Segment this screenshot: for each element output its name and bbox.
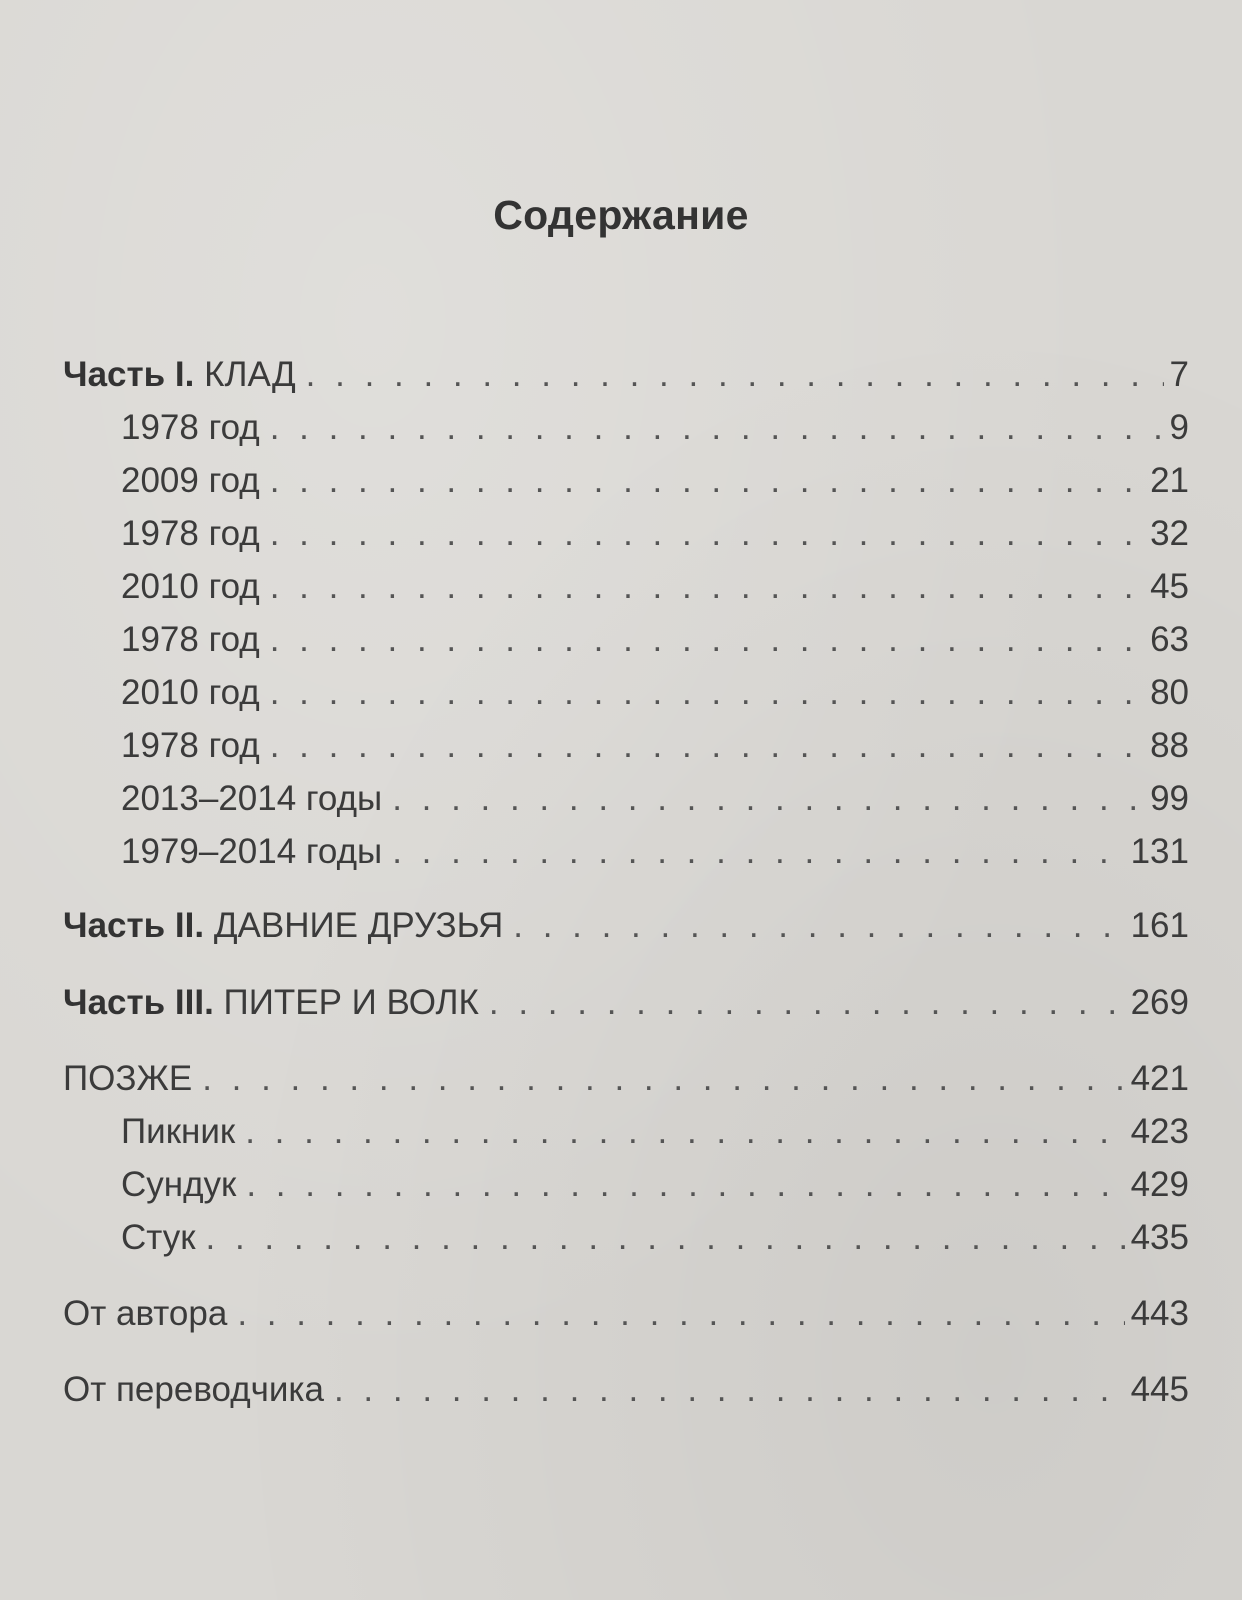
toc-entry bbox=[121, 566, 1189, 608]
toc-page-number: 435 bbox=[1130, 1218, 1189, 1257]
toc-entry-title: От автора bbox=[63, 1294, 228, 1333]
toc-entry-label bbox=[121, 831, 382, 873]
toc-page-number: 443 bbox=[1130, 1294, 1189, 1333]
dot-leader bbox=[489, 982, 1125, 1024]
toc-part-prefix: Часть I. bbox=[63, 355, 195, 394]
toc-page-number: 7 bbox=[1169, 355, 1189, 394]
dot-leader bbox=[270, 513, 1144, 555]
toc-entry bbox=[121, 778, 1189, 820]
toc-entry-title: ПИТЕР И ВОЛК bbox=[223, 983, 479, 1022]
toc-entry-label bbox=[121, 619, 260, 661]
dot-leader bbox=[392, 778, 1144, 820]
toc-page-number: 269 bbox=[1130, 983, 1189, 1022]
toc-entry-title: ДАВНИЕ ДРУЗЬЯ bbox=[213, 906, 504, 945]
toc-entry-label bbox=[121, 407, 260, 449]
toc-entry bbox=[63, 1058, 1189, 1100]
dot-leader bbox=[270, 407, 1164, 449]
toc-page-number: 88 bbox=[1150, 726, 1189, 765]
toc-entry bbox=[63, 354, 1189, 396]
toc-entry bbox=[121, 1217, 1189, 1259]
toc-entry-title: 2013–2014 годы bbox=[121, 779, 383, 818]
toc-page-number: 421 bbox=[1130, 1059, 1189, 1098]
toc-entry-title: 1978 год bbox=[121, 514, 260, 553]
toc-page-number: 99 bbox=[1150, 779, 1189, 818]
toc-entry-label bbox=[121, 566, 260, 608]
toc-entry-label bbox=[121, 1111, 235, 1153]
toc-part-prefix: Часть II. bbox=[63, 906, 205, 945]
dot-leader bbox=[334, 1369, 1125, 1411]
toc-entry-label bbox=[121, 513, 260, 555]
dot-leader bbox=[270, 566, 1144, 608]
toc-entry-label bbox=[121, 1217, 196, 1259]
toc-entry-title: Пикник bbox=[121, 1112, 236, 1151]
toc-entry bbox=[121, 460, 1189, 502]
toc-page-number: 32 bbox=[1150, 514, 1189, 553]
toc-entry-title: 2010 год bbox=[121, 567, 260, 606]
dot-leader bbox=[246, 1164, 1124, 1206]
toc-entry-label bbox=[63, 982, 479, 1024]
toc-entry-title: 2009 год bbox=[121, 461, 260, 500]
toc-page-number: 161 bbox=[1130, 906, 1189, 945]
toc-entry-label bbox=[121, 725, 260, 767]
toc-entry-label bbox=[121, 1164, 236, 1206]
toc-entry-title: От переводчика bbox=[63, 1370, 324, 1409]
toc-page-number: 80 bbox=[1150, 673, 1189, 712]
toc-entry-title: КЛАД bbox=[204, 355, 296, 394]
toc-entry bbox=[63, 1369, 1189, 1411]
toc-entry bbox=[63, 982, 1189, 1024]
toc-entry-title: 2010 год bbox=[121, 673, 260, 712]
toc-entry-title: 1978 год bbox=[121, 620, 260, 659]
toc-entry-title: ПОЗЖЕ bbox=[63, 1059, 193, 1098]
toc-entry-label bbox=[63, 1058, 192, 1100]
toc-entry bbox=[121, 1164, 1189, 1206]
toc-page-number: 45 bbox=[1150, 567, 1189, 606]
toc-entry-label bbox=[121, 672, 260, 714]
toc-entry bbox=[121, 1111, 1189, 1153]
toc-entry-label bbox=[63, 905, 503, 947]
toc-entry bbox=[63, 1293, 1189, 1335]
dot-leader bbox=[513, 905, 1124, 947]
dot-leader bbox=[245, 1111, 1124, 1153]
toc-part-prefix: Часть III. bbox=[63, 983, 214, 1022]
toc-page-number: 21 bbox=[1150, 461, 1189, 500]
toc-entry-label bbox=[121, 460, 260, 502]
dot-leader bbox=[270, 460, 1144, 502]
toc-entry bbox=[121, 513, 1189, 555]
toc-entry-title: 1978 год bbox=[121, 408, 260, 447]
dot-leader bbox=[270, 725, 1144, 767]
dot-leader bbox=[206, 1217, 1125, 1259]
toc-page-number: 9 bbox=[1169, 408, 1189, 447]
toc-page-number: 63 bbox=[1150, 620, 1189, 659]
toc-entry bbox=[121, 725, 1189, 767]
toc-entry bbox=[121, 672, 1189, 714]
toc-page-number: 423 bbox=[1130, 1112, 1189, 1151]
toc-entry-label bbox=[63, 1293, 227, 1335]
toc-page-number: 429 bbox=[1130, 1165, 1189, 1204]
toc-entry bbox=[121, 831, 1189, 873]
toc-entry-title: 1978 год bbox=[121, 726, 260, 765]
dot-leader bbox=[202, 1058, 1124, 1100]
toc-entry-label bbox=[121, 778, 382, 820]
toc-entry-title: Сундук bbox=[121, 1165, 237, 1204]
dot-leader bbox=[270, 619, 1144, 661]
dot-leader bbox=[270, 672, 1144, 714]
toc-entry-title: 1979–2014 годы bbox=[121, 832, 383, 871]
toc-entry-title: Стук bbox=[121, 1218, 196, 1257]
toc-entry-label bbox=[63, 354, 296, 396]
toc-entry bbox=[121, 407, 1189, 449]
dot-leader bbox=[392, 831, 1124, 873]
toc-page-number: 131 bbox=[1130, 832, 1189, 871]
page-title: Содержание bbox=[493, 192, 749, 238]
toc-entry-label bbox=[63, 1369, 324, 1411]
dot-leader bbox=[306, 354, 1164, 396]
toc-page-number: 445 bbox=[1130, 1370, 1189, 1409]
dot-leader bbox=[237, 1293, 1124, 1335]
toc-entry bbox=[121, 619, 1189, 661]
toc-entry bbox=[63, 905, 1189, 947]
